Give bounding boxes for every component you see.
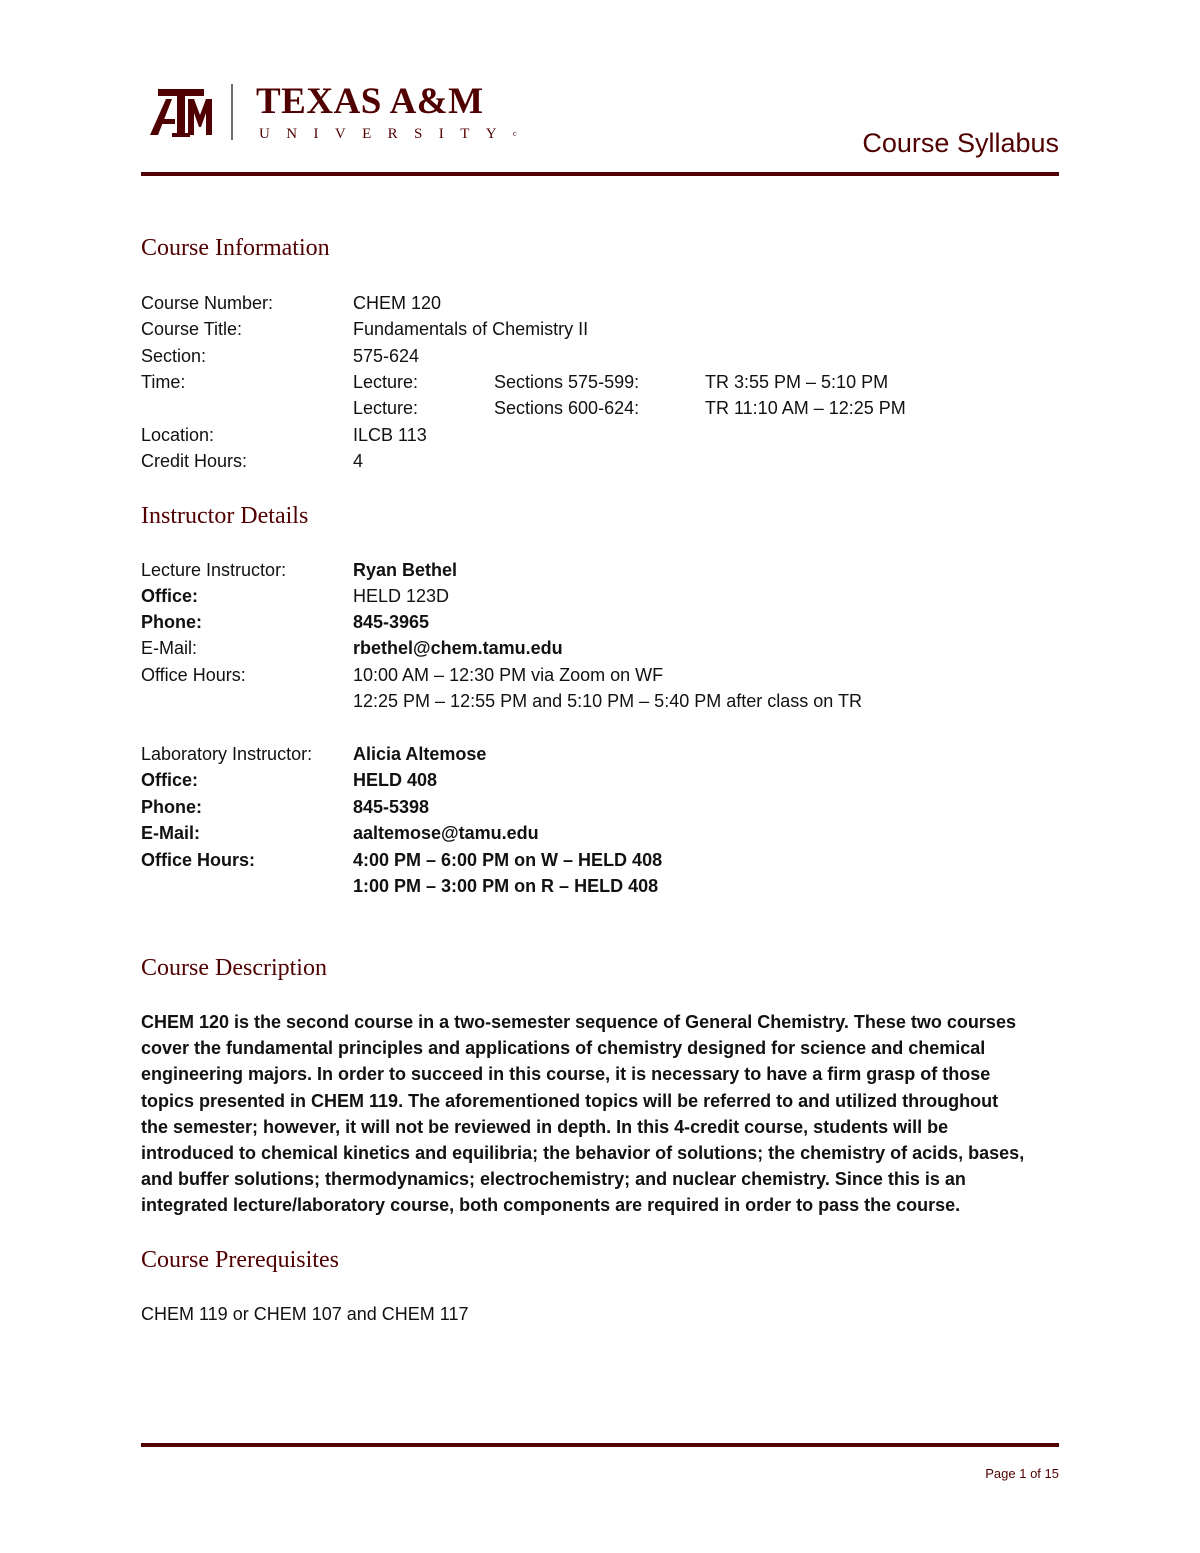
description-line: CHEM 120 is the second course in a two-semester sequence of General Chemistry. These two courses xyxy=(141,1012,1016,1032)
description-line: cover the fundamental principles and applications of chemistry designed for science and chemical xyxy=(141,1038,986,1059)
instructor-value: HELD 408 xyxy=(353,770,438,790)
instructor-label: Office Hours: xyxy=(141,850,256,870)
instructor-value: Ryan Bethel xyxy=(353,560,458,580)
instructor-label: Laboratory Instructor: xyxy=(141,744,313,764)
instructor-label: E-Mail: xyxy=(141,823,201,843)
description-line: introduced to chemical kinetics and equilibria; the behavior of solutions; the chemistry of acids, bases, xyxy=(141,1143,1025,1164)
page-number: Page 1 of 15 xyxy=(985,1466,1059,1481)
instructor-value: 845-3965 xyxy=(353,612,430,632)
university-subtitle xyxy=(259,126,517,142)
copyright-mark: c xyxy=(513,129,517,138)
info-sections: Sections 575-599: xyxy=(494,372,640,392)
info-time: TR 11:10 AM – 12:25 PM xyxy=(705,398,906,418)
info-label: Section: xyxy=(141,346,207,366)
instructor-value: 1:00 PM – 3:00 PM on R – HELD 408 xyxy=(353,876,659,896)
instructor-label: Office: xyxy=(141,770,199,790)
info-value: 4 xyxy=(353,451,364,471)
instructor-value: 10:00 AM – 12:30 PM via Zoom on WF xyxy=(353,665,664,685)
instructor-email[interactable]: rbethel@chem.tamu.edu xyxy=(353,638,563,658)
header-rule xyxy=(141,172,1059,176)
info-value: 575-624 xyxy=(353,346,420,366)
instructor-value: 4:00 PM – 6:00 PM on W – HELD 408 xyxy=(353,850,663,870)
instructor-label: E-Mail: xyxy=(141,638,198,658)
instructor-label: Office Hours: xyxy=(141,665,246,685)
description-line: integrated lecture/laboratory course, both components are required in order to pass the course. xyxy=(141,1195,961,1216)
info-value: Lecture: xyxy=(353,398,419,418)
instructor-label: Phone: xyxy=(141,612,202,632)
document-title: Course Syllabus xyxy=(862,128,1059,158)
info-value: ILCB 113 xyxy=(353,425,427,445)
info-sections: Sections 600-624: xyxy=(494,398,640,418)
instructor-email[interactable]: aaltemose@tamu.edu xyxy=(353,823,539,843)
section-title-course-information: Course Information xyxy=(141,235,330,261)
prerequisites-text: CHEM 119 or CHEM 107 and CHEM 117 xyxy=(141,1304,469,1324)
info-value: Lecture: xyxy=(353,372,419,392)
instructor-label: Lecture Instructor: xyxy=(141,560,287,580)
university-subtitle-text: UNIVERSITY xyxy=(259,126,513,142)
instructor-label: Office: xyxy=(141,586,199,606)
logo-divider xyxy=(231,84,233,140)
info-value: Fundamentals of Chemistry II xyxy=(353,319,589,339)
info-label: Credit Hours: xyxy=(141,451,248,471)
section-title-instructor-details: Instructor Details xyxy=(141,503,309,529)
section-title-course-description: Course Description xyxy=(141,955,327,981)
info-label: Course Title: xyxy=(141,319,243,339)
instructor-value: 845-5398 xyxy=(353,797,430,817)
course-description xyxy=(141,1009,1051,1219)
instructor-value: 12:25 PM – 12:55 PM and 5:10 PM – 5:40 PM after class on TR xyxy=(353,691,862,711)
info-label: Time: xyxy=(141,372,186,392)
university-name: TEXAS A&M xyxy=(256,81,484,122)
info-value: CHEM 120 xyxy=(353,293,442,313)
info-label: Location: xyxy=(141,425,215,445)
footer-rule xyxy=(141,1443,1059,1447)
document-header xyxy=(141,82,1059,177)
description-line: engineering majors. In order to succeed in this course, it is necessary to have a firm grasp of those xyxy=(141,1064,991,1085)
info-time: TR 3:55 PM – 5:10 PM xyxy=(705,372,889,392)
atm-logo-icon xyxy=(150,85,212,139)
description-line: topics presented in CHEM 119. The aforementioned topics will be referred to and utilized throughout xyxy=(141,1090,999,1111)
instructor-value: HELD 123D xyxy=(353,586,450,606)
description-line: the semester; however, it will not be reviewed in depth. In this 4-credit course, students will be xyxy=(141,1116,949,1137)
info-label: Course Number: xyxy=(141,293,274,313)
instructor-label: Phone: xyxy=(141,797,202,817)
section-title-course-prerequisites: Course Prerequisites xyxy=(141,1247,339,1273)
description-line: and buffer solutions; thermodynamics; electrochemistry; and nuclear chemistry. Since this is an xyxy=(141,1169,966,1190)
instructor-value: Alicia Altemose xyxy=(353,744,487,764)
